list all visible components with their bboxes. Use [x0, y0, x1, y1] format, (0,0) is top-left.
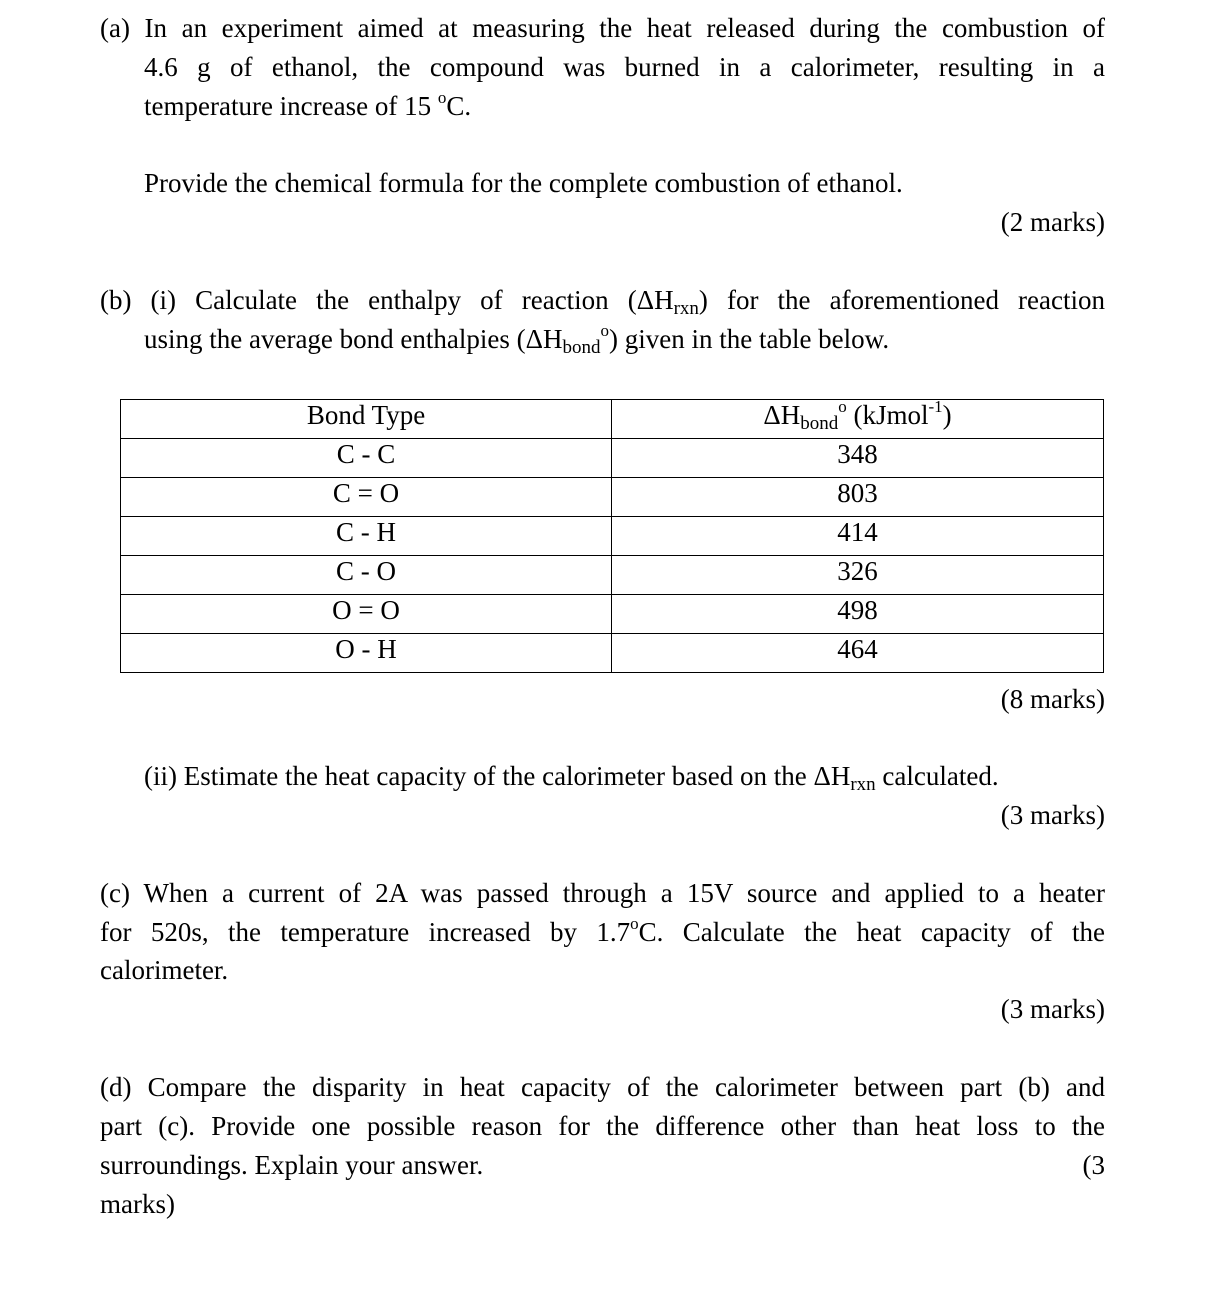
rxn-subscript-ii: rxn [850, 774, 876, 795]
bond-type-cell: C - C [121, 439, 612, 478]
part-b-i-line-1-text: (b) (i) Calculate the enthalpy of reaction (ΔH [100, 285, 674, 315]
part-a-marks: (2 marks) [1000, 207, 1105, 237]
enthalpy-cell: 803 [612, 478, 1104, 517]
part-d-line-1: (d) Compare the disparity in heat capacity of the calorimeter between part (b) and [100, 1072, 1105, 1102]
degree-symbol: o [437, 88, 447, 107]
header-enthalpy-symbol: ΔH [763, 400, 801, 430]
enthalpy-cell: 498 [612, 595, 1104, 634]
part-b-ii-marks: (3 marks) [1000, 800, 1105, 830]
header-close-paren: ) [942, 400, 952, 430]
part-d-marks-open: (3 [1082, 1150, 1105, 1180]
bond-type-cell: C - O [121, 556, 612, 595]
part-a-line-2: 4.6 g of ethanol, the compound was burned in a calorimeter, resulting in a [144, 52, 1105, 82]
table-row [121, 634, 1104, 673]
part-a-line-3 [144, 90, 471, 122]
part-c-line-1: (c) When a current of 2A was passed through a 15V source and applied to a heater [100, 878, 1105, 908]
part-d-marks-close: marks) [100, 1189, 175, 1219]
header-enthalpy [612, 397, 1104, 439]
header-unit-exponent: -1 [928, 397, 943, 416]
part-b-i-line-1 [100, 284, 1105, 319]
part-c-line-2 [100, 916, 1105, 948]
part-a-question: Provide the chemical formula for the complete combustion of ethanol. [144, 168, 903, 198]
header-unit: (kJmol [846, 400, 929, 430]
bond-type-cell: O = O [121, 595, 612, 634]
part-c-line-2-text: for 520s, the temperature increased by 1.7 [100, 917, 631, 947]
bond-enthalpy-table [120, 399, 1104, 673]
part-c-marks: (3 marks) [1000, 994, 1105, 1024]
standard-superscript: o [600, 321, 609, 340]
table-row [121, 556, 1104, 595]
bond-subscript: bond [562, 337, 601, 358]
table-header-row [121, 400, 1104, 439]
part-a-line-3-unit: C. [446, 91, 472, 121]
enthalpy-cell: 414 [612, 517, 1104, 556]
part-b-i-marks: (8 marks) [1000, 684, 1105, 714]
part-b-i-line-2-rest: ) given in the table below. [609, 324, 890, 354]
part-a-line-1: (a) In an experiment aimed at measuring the heat released during the combustion of [100, 13, 1105, 43]
part-c-line-2-rest: C. Calculate the heat capacity of the [638, 917, 1105, 947]
part-c-line-3: calorimeter. [100, 955, 229, 985]
part-b-ii-rest: calculated. [875, 761, 999, 791]
part-b-ii-question [144, 760, 999, 795]
table-row [121, 478, 1104, 517]
part-b-ii-text: (ii) Estimate the heat capacity of the calorimeter based on the ΔH [144, 761, 851, 791]
table-row [121, 439, 1104, 478]
part-a-line-3-text: temperature increase of 15 [144, 91, 438, 121]
bond-type-cell: O - H [121, 634, 612, 673]
part-b-i-line-2-text: using the average bond enthalpies (ΔH [144, 324, 563, 354]
enthalpy-cell: 348 [612, 439, 1104, 478]
header-bond-type: Bond Type [121, 400, 612, 439]
enthalpy-cell: 464 [612, 634, 1104, 673]
bond-type-cell: C - H [121, 517, 612, 556]
header-standard-superscript: o [838, 397, 847, 416]
header-bond-subscript: bond [800, 413, 839, 434]
part-d-line-3: surroundings. Explain your answer. [100, 1150, 484, 1180]
part-b-i-line-2 [144, 321, 890, 358]
table-row [121, 517, 1104, 556]
degree-symbol-c: o [630, 914, 639, 933]
rxn-subscript: rxn [673, 298, 699, 319]
enthalpy-cell: 326 [612, 556, 1104, 595]
part-d-line-2: part (c). Provide one possible reason for the difference other than heat loss to the [100, 1111, 1105, 1141]
bond-type-cell: C = O [121, 478, 612, 517]
table-row [121, 595, 1104, 634]
part-b-i-line-1-rest: ) for the aforementioned reaction [698, 285, 1105, 315]
